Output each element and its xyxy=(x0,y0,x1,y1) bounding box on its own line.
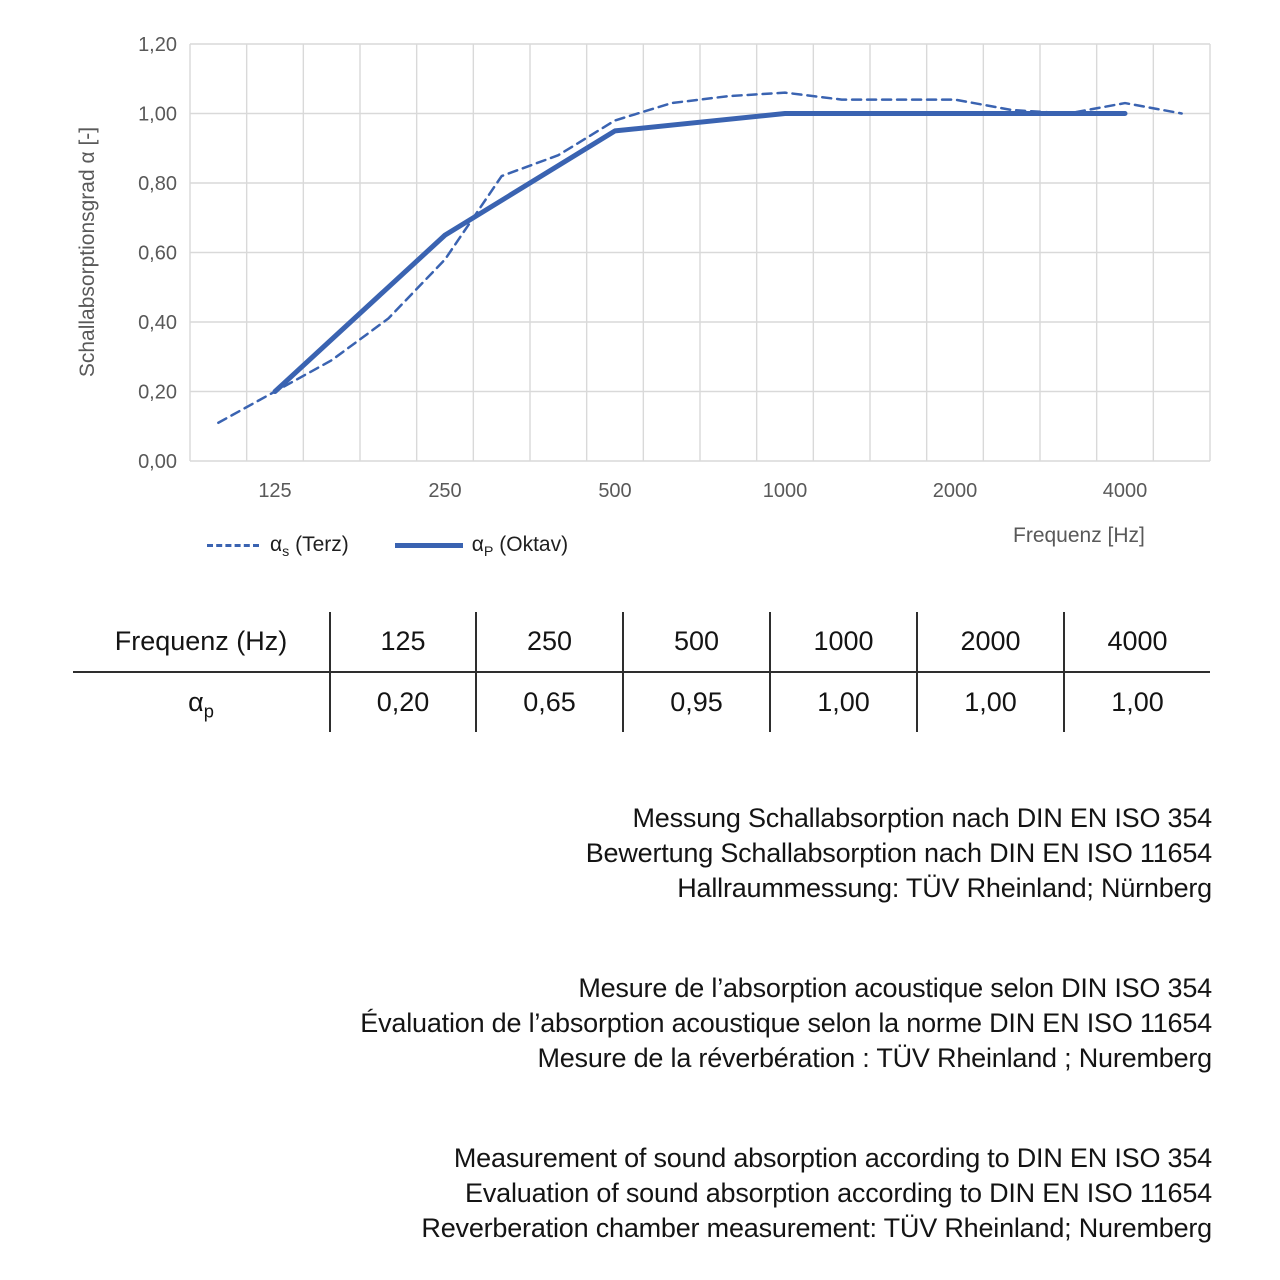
caption-line: Reverberation chamber measurement: TÜV Rheinland; Nuremberg xyxy=(421,1213,1212,1243)
table-cell-freq: 2000 xyxy=(917,612,1064,672)
table-cell-freq: 250 xyxy=(476,612,623,672)
caption-line: Measurement of sound absorption according to DIN EN ISO 354 xyxy=(453,1143,1212,1173)
caption-line: Mesure de la réverbération : TÜV Rheinland ; Nuremberg xyxy=(537,1043,1212,1073)
y-tick-label: 0,60 xyxy=(138,242,177,265)
legend-item-oktav xyxy=(395,533,569,561)
table-header-alpha-p: $\alpha_p$ xyxy=(188,687,214,722)
x-tick-label: 250 xyxy=(428,480,462,502)
y-tick-label: 0,20 xyxy=(138,381,177,404)
absorption-line-chart xyxy=(0,0,1280,530)
x-tick-label: 2000 xyxy=(932,480,978,502)
y-tick-label: 1,20 xyxy=(138,34,177,56)
table-cell-value: 0,95 xyxy=(623,672,770,732)
x-tick-label: 125 xyxy=(258,480,292,502)
table-cell-value: 0,65 xyxy=(476,672,623,732)
solid-line-swatch xyxy=(395,543,463,548)
table-cell-freq: 1000 xyxy=(770,612,917,672)
caption-line: Bewertung Schallabsorption nach DIN EN ISO 11654 xyxy=(585,838,1212,868)
table-cell-value: 1,00 xyxy=(1064,672,1210,732)
chart-legend xyxy=(207,533,569,561)
caption-english xyxy=(52,1141,1212,1246)
x-tick-label: 500 xyxy=(598,480,632,502)
table-cell-freq: 500 xyxy=(623,612,770,672)
caption-line: Messung Schallabsorption nach DIN EN ISO 354 xyxy=(632,803,1212,833)
table-cell-value: 1,00 xyxy=(917,672,1064,732)
x-tick-label: 4000 xyxy=(1102,480,1148,502)
caption-line: Evaluation of sound absorption according to DIN EN ISO 11654 xyxy=(465,1178,1212,1208)
table-cell-value: 1,00 xyxy=(770,672,917,732)
caption-german xyxy=(52,801,1212,906)
table-cell-value: 0,20 xyxy=(330,672,476,732)
table-row-alpha-p xyxy=(73,672,1210,732)
x-axis-title: Frequenz [Hz] xyxy=(1013,524,1145,547)
legend-label-oktav: $\alpha_P$ (Oktav) xyxy=(471,533,569,561)
y-axis-title: Schallabsorptionsgrad α [-] xyxy=(76,126,99,378)
table-cell-freq: 4000 xyxy=(1064,612,1210,672)
y-tick-label: 1,00 xyxy=(138,103,177,126)
caption-line: Mesure de l’absorption acoustique selon DIN ISO 354 xyxy=(578,973,1212,1003)
table-header-frequency: Frequenz (Hz) xyxy=(73,612,330,672)
dashed-line-swatch xyxy=(207,544,259,547)
x-tick-label: 1000 xyxy=(762,480,808,502)
caption-line: Hallraummessung: TÜV Rheinland; Nürnberg xyxy=(677,873,1212,903)
caption-french xyxy=(52,971,1212,1076)
y-tick-label: 0,00 xyxy=(138,451,177,473)
legend-label-terz: $\alpha_s$ (Terz) xyxy=(270,533,349,561)
table-row-frequencies xyxy=(73,612,1210,672)
table-cell-freq: 125 xyxy=(330,612,476,672)
caption-line: Évaluation de l’absorption acoustique selon la norme DIN EN ISO 11654 xyxy=(360,1008,1212,1038)
caption-blocks xyxy=(52,801,1212,1246)
alpha-p-table xyxy=(73,612,1210,732)
y-tick-label: 0,80 xyxy=(138,173,177,195)
legend-item-terz xyxy=(207,533,349,561)
y-tick-label: 0,40 xyxy=(138,312,177,334)
